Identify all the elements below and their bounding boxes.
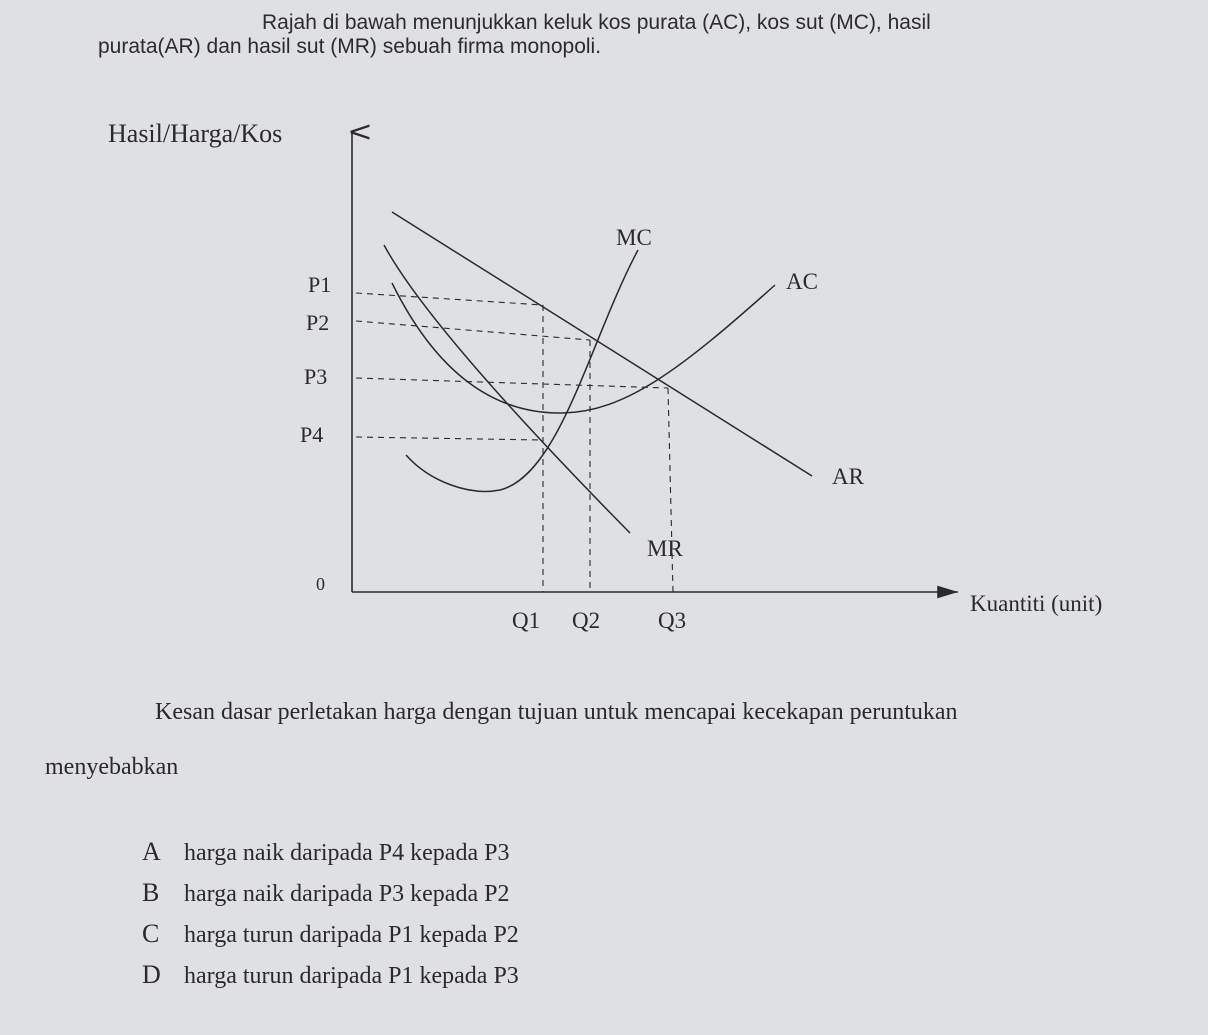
x-axis-label: Kuantiti (unit) — [970, 591, 1103, 616]
y-axis-label: Hasil/Harga/Kos — [108, 119, 283, 148]
option-d[interactable] — [142, 955, 519, 996]
p2-guide-line — [356, 321, 590, 340]
option-text: harga naik daripada P4 kepada P3 — [184, 840, 510, 866]
option-letter: A — [142, 837, 161, 866]
mr-curve-label: MR — [647, 536, 683, 561]
option-text: harga turun daripada P1 kepada P2 — [184, 922, 519, 948]
option-letter: B — [142, 878, 160, 907]
question-line-1: Kesan dasar perletakan harga dengan tujuan untuk mencapai kecekapan peruntukan — [155, 699, 958, 725]
quantity-label-q2: Q2 — [572, 608, 601, 633]
option-text: harga naik daripada P3 kepada P2 — [184, 881, 510, 907]
quantity-label-q1: Q1 — [512, 608, 541, 633]
option-letter: D — [142, 960, 161, 989]
option-c[interactable] — [142, 914, 519, 955]
option-text: harga turun daripada P1 kepada P3 — [184, 963, 519, 989]
origin-label: 0 — [316, 574, 325, 594]
ac-curve-label: AC — [786, 269, 818, 294]
intro-line-2: purata(AR) dan hasil sut (MR) sebuah firma monopoli. — [98, 35, 602, 58]
price-label-p2: P2 — [306, 310, 330, 335]
option-b[interactable] — [142, 873, 519, 914]
p4-guide-line — [356, 437, 543, 440]
mc-curve-label: MC — [616, 225, 652, 250]
option-letter: C — [142, 919, 160, 948]
price-label-p4: P4 — [300, 422, 324, 447]
price-label-p3: P3 — [304, 364, 328, 389]
q3-guide-line — [668, 388, 673, 592]
ar-curve-label: AR — [832, 464, 864, 489]
p1-guide-line — [356, 293, 543, 305]
price-label-p1: P1 — [308, 272, 332, 297]
answer-options — [142, 832, 519, 996]
option-a[interactable] — [142, 832, 519, 873]
intro-line-1: Rajah di bawah menunjukkan keluk kos purata (AC), kos sut (MC), hasil — [262, 11, 931, 34]
quantity-label-q3: Q3 — [658, 608, 687, 633]
mr-curve — [384, 245, 630, 533]
p3-guide-line — [356, 378, 668, 388]
ac-curve — [392, 283, 775, 413]
mc-curve — [406, 250, 638, 491]
question-line-2: menyebabkan — [45, 754, 179, 780]
